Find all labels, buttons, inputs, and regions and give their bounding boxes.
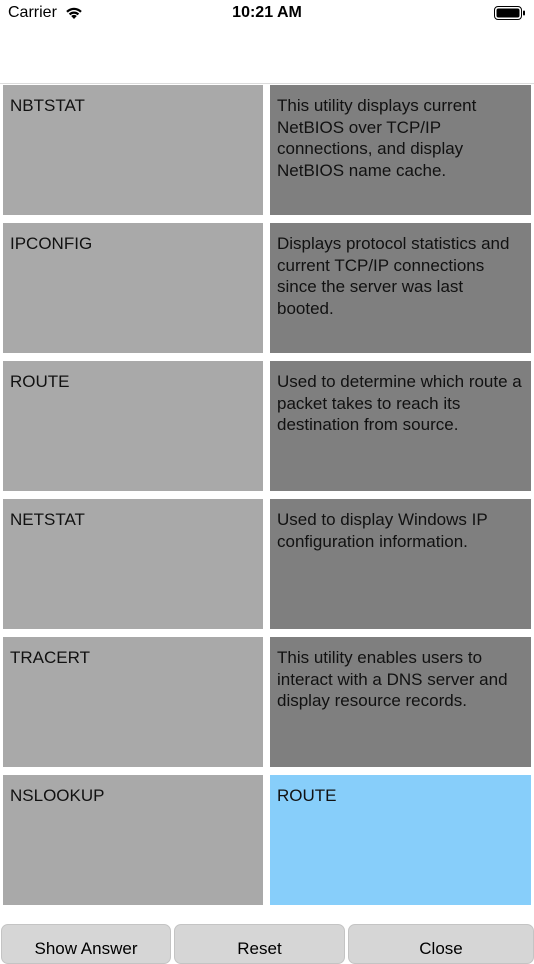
matching-row	[0, 775, 534, 905]
battery-icon	[494, 6, 526, 20]
term-cell[interactable]: NBTSTAT	[3, 85, 263, 215]
term-cell[interactable]: NETSTAT	[3, 499, 263, 629]
matching-row	[0, 499, 534, 629]
carrier-label: Carrier	[8, 4, 57, 21]
matching-row	[0, 85, 534, 215]
reset-button[interactable]: Reset	[174, 924, 345, 964]
definition-cell[interactable]: Used to display Windows IP configuration information.	[270, 499, 531, 629]
close-button[interactable]: Close	[348, 924, 534, 964]
term-cell[interactable]: IPCONFIG	[3, 223, 263, 353]
term-cell[interactable]: ROUTE	[3, 361, 263, 491]
definition-cell[interactable]: Used to determine which route a packet takes to reach its destination from source.	[270, 361, 531, 491]
definition-cell[interactable]: Displays protocol statistics and current TCP/IP connections since the server was last booted.	[270, 223, 531, 353]
matching-row	[0, 637, 534, 767]
term-cell[interactable]: TRACERT	[3, 637, 263, 767]
selected-definition-cell[interactable]: ROUTE	[270, 775, 531, 905]
status-bar	[0, 0, 534, 28]
definition-cell[interactable]: This utility enables users to interact with a DNS server and display resource records.	[270, 637, 531, 767]
bottom-toolbar	[0, 922, 534, 958]
status-time: 10:21 AM	[232, 4, 302, 21]
show-answer-button[interactable]: Show Answer	[1, 924, 171, 964]
term-cell[interactable]: NSLOOKUP	[3, 775, 263, 905]
matching-row	[0, 361, 534, 491]
definition-cell[interactable]: This utility displays current NetBIOS over TCP/IP connections, and display NetBIOS name cache.	[270, 85, 531, 215]
navigation-bar	[0, 28, 534, 84]
matching-row	[0, 223, 534, 353]
